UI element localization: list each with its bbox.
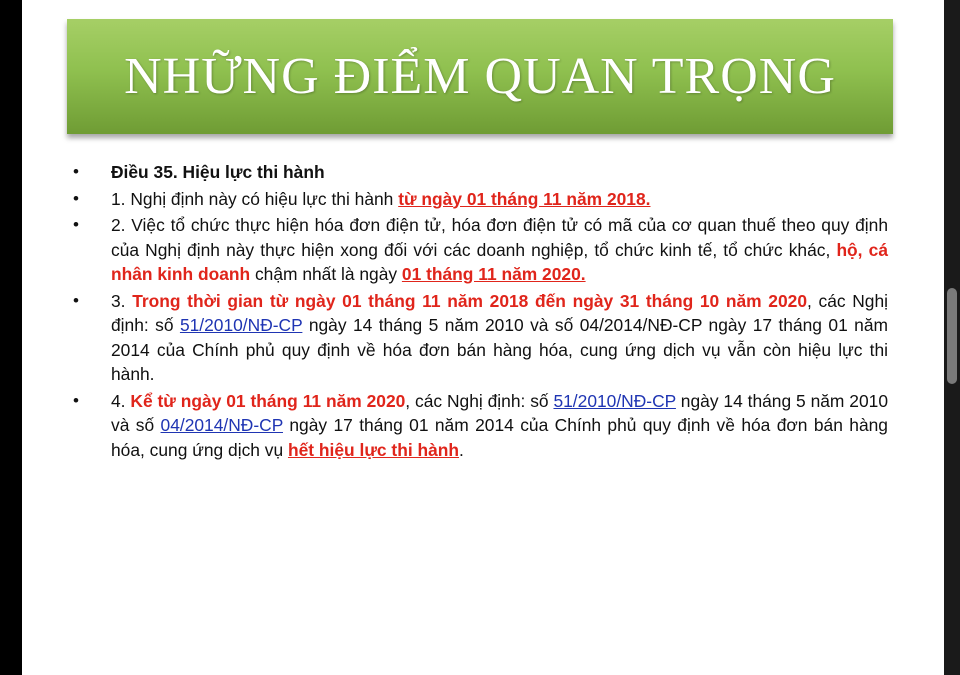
item-text: 3.: [111, 290, 133, 311]
item-text: ngày 17 tháng 01 năm 2014 của Chính phủ quy định về hóa đơn bán hàng hóa, cung ứng dịch vụ: [111, 415, 888, 460]
scrollbar-handle[interactable]: [947, 288, 957, 384]
decree-link-51-2010[interactable]: 51/2010/NĐ-CP: [179, 315, 303, 335]
bullet-icon: •: [73, 162, 79, 181]
list-item-2: [70, 213, 888, 287]
highlight-date: từ ngày 01 tháng 11 năm 2018.: [398, 188, 651, 209]
highlight-text: hết hiệu lực thi hành: [287, 439, 460, 460]
decree-link-04-2014[interactable]: 04/2014/NĐ-CP: [160, 415, 283, 435]
article-heading: Điều 35. Hiệu lực thi hành: [111, 162, 325, 182]
item-text: ngày 14 tháng 5 năm 2010 và số 04/2014/NĐ-CP ngày 17 tháng 01 năm 2014 của Chính phủ quy định về hóa đơn bán hàng hóa, cung ứng dịch vụ vẫn còn hiệu lực thi hành.: [111, 315, 888, 384]
highlight-text: Trong thời gian từ ngày 01 tháng 11 năm 2018 đến ngày 31 tháng 10 năm 2020: [132, 290, 807, 311]
bullet-icon: •: [73, 390, 79, 410]
bullet-list: [70, 160, 888, 464]
item-text: , các Nghị định: số: [111, 290, 888, 335]
highlight-date: 01 tháng 11 năm 2020.: [401, 264, 586, 284]
item-text: 2. Việc tổ chức thực hiện hóa đơn điện tử, hóa đơn điện tử có mã của cơ quan thuế theo quy định của Nghị định này thực hiện xong đối với các doanh nghiệp, tổ chức kinh tế, tổ chức khác,: [111, 215, 888, 260]
item-text: chậm nhất là ngày: [250, 264, 402, 284]
bullet-icon: •: [73, 290, 79, 310]
slide-title: NHỮNG ĐIỂM QUAN TRỌNG: [124, 48, 836, 105]
title-banner: [67, 19, 893, 134]
item-text: , các Nghị định: số: [405, 390, 554, 411]
item-text: .: [459, 439, 464, 460]
item-text: 1. Nghị định này có hiệu lực thi hành: [111, 188, 399, 209]
bullet-icon: •: [73, 215, 79, 234]
decree-link-51-2010[interactable]: 51/2010/NĐ-CP: [553, 390, 676, 411]
list-item-1: [70, 187, 888, 212]
list-item-heading: [70, 160, 888, 185]
list-item-3: [70, 289, 888, 387]
bullet-icon: •: [73, 188, 79, 208]
list-item-4: [70, 389, 888, 463]
item-text: ngày 14 tháng 5 năm 2010 và số: [111, 390, 888, 435]
highlight-text: hộ, cá nhân kinh doanh: [111, 239, 888, 284]
highlight-text: Kể từ ngày 01 tháng 11 năm 2020: [130, 390, 406, 411]
item-text: 4.: [111, 390, 131, 411]
